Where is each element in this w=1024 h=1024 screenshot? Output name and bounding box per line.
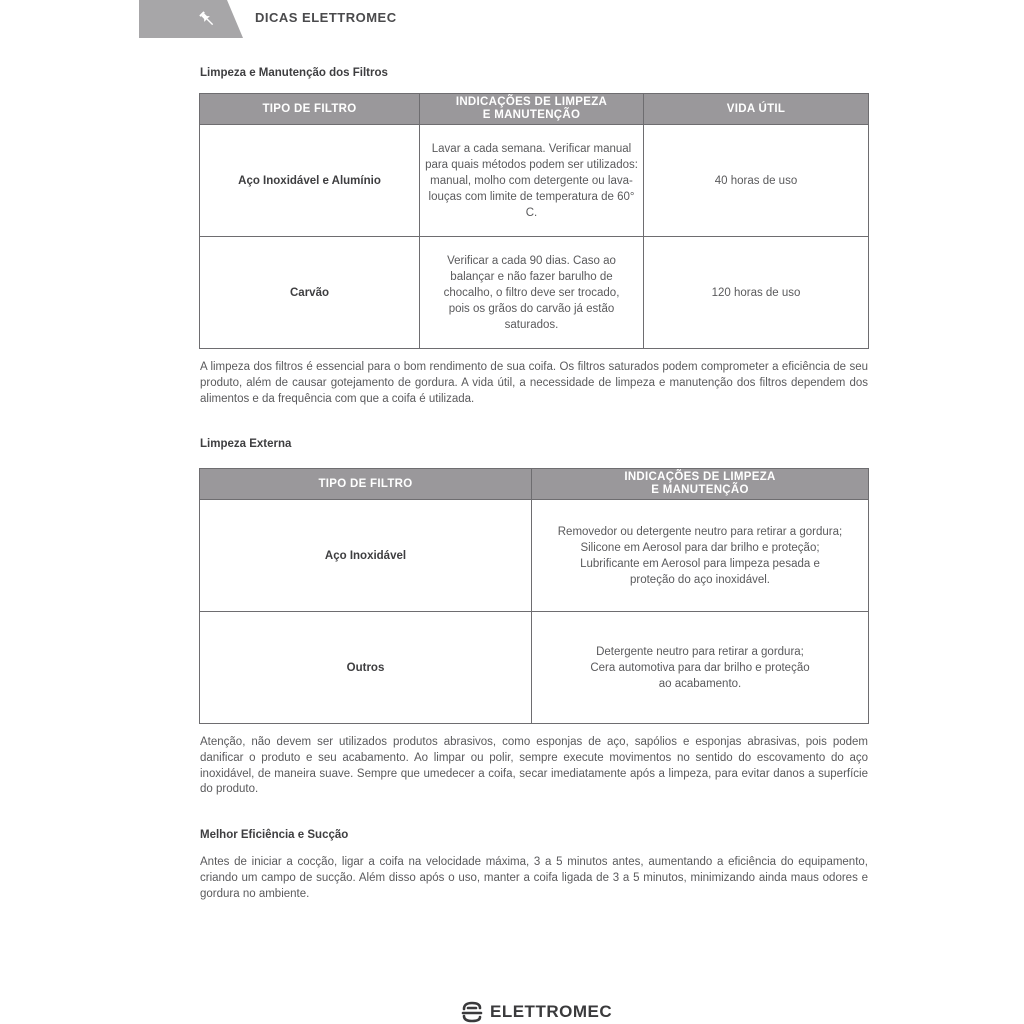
column-header: INDICAÇÕES DE LIMPEZA E MANUTENÇÃO [420,94,644,125]
section-title-limpeza-externa: Limpeza Externa [200,438,292,450]
table-row [200,125,869,237]
cell-indicacoes: Removedor ou detergente neutro para retirar a gordura; Silicone em Aerosol para dar brilho e proteção; Lubrificante em Aerosol para limpeza pesada e proteção do aço inoxidável. [532,500,869,612]
section-title-filtros: Limpeza e Manutenção dos Filtros [200,67,388,79]
cell-indicacoes: Detergente neutro para retirar a gordura; Cera automotiva para dar brilho e proteção ao acabamento. [532,612,869,724]
footer-logo [460,1001,612,1023]
paragraph-atencao: Atenção, não devem ser utilizados produtos abrasivos, como esponjas de aço, sapólios e esponjas abrasivas, pois podem danificar o produto e seu acabamento. Ao limpar ou polir, sempre execute movimentos no sentido do escovamento do aço inoxidável, de maneira suave. Sempre que umedecer a coifa, secar imediatamente após a limpeza, para evitar danos a superfície do produto. [200,736,868,796]
cell-indicacoes: Lavar a cada semana. Verificar manual para quais métodos podem ser utilizados: manual, molho com detergente ou lava-louças com limite de temperatura de 60° C. [420,125,644,237]
external-cleaning-table [199,468,869,724]
cell-vida-util: 120 horas de uso [644,237,869,349]
header-tab-shape [139,0,243,38]
header-title: DICAS ELETTROMEC [255,10,397,25]
cell-tipo: Aço Inoxidável [200,500,532,612]
paragraph-filtros: A limpeza dos filtros é essencial para o bom rendimento de sua coifa. Os filtros saturados podem comprometer a eficiência de seu produto, além de causar gotejamento de gordura. A vida útil, a necessidade de limpeza e manutenção dos filtros dependem dos alimentos e da frequência com que a coifa é utilizada. [200,361,868,405]
table-header-row [200,94,869,125]
table-row [200,237,869,349]
column-header: VIDA ÚTIL [644,94,869,125]
column-header: TIPO DE FILTRO [200,469,532,500]
section-title-eficiencia: Melhor Eficiência e Sucção [200,829,349,841]
table-row [200,500,869,612]
cell-indicacoes: Verificar a cada 90 dias. Caso ao balançar e não fazer barulho de chocalho, o filtro deve ser trocado, pois os grãos do carvão já estão saturados. [420,237,644,349]
brand-name: ELETTROMEC [490,1002,613,1021]
table-header-row [200,469,869,500]
cell-tipo: Outros [200,612,532,724]
elettromec-logo-icon [460,1001,484,1023]
cell-tipo: Carvão [200,237,420,349]
cell-vida-util: 40 horas de uso [644,125,869,237]
pin-icon [197,9,217,29]
filter-maintenance-table [199,93,869,349]
paragraph-eficiencia: Antes de iniciar a cocção, ligar a coifa na velocidade máxima, 3 a 5 minutos antes, aumentando a eficiência do equipamento, criando um campo de sucção. Além disso após o uso, manter a coifa ligada de 3 a 5 minutos, minimizando ainda maus odores e gordura no ambiente. [200,856,868,900]
column-header: INDICAÇÕES DE LIMPEZA E MANUTENÇÃO [532,469,869,500]
cell-tipo: Aço Inoxidável e Alumínio [200,125,420,237]
column-header: TIPO DE FILTRO [200,94,420,125]
header-tab [139,0,243,38]
table-row [200,612,869,724]
